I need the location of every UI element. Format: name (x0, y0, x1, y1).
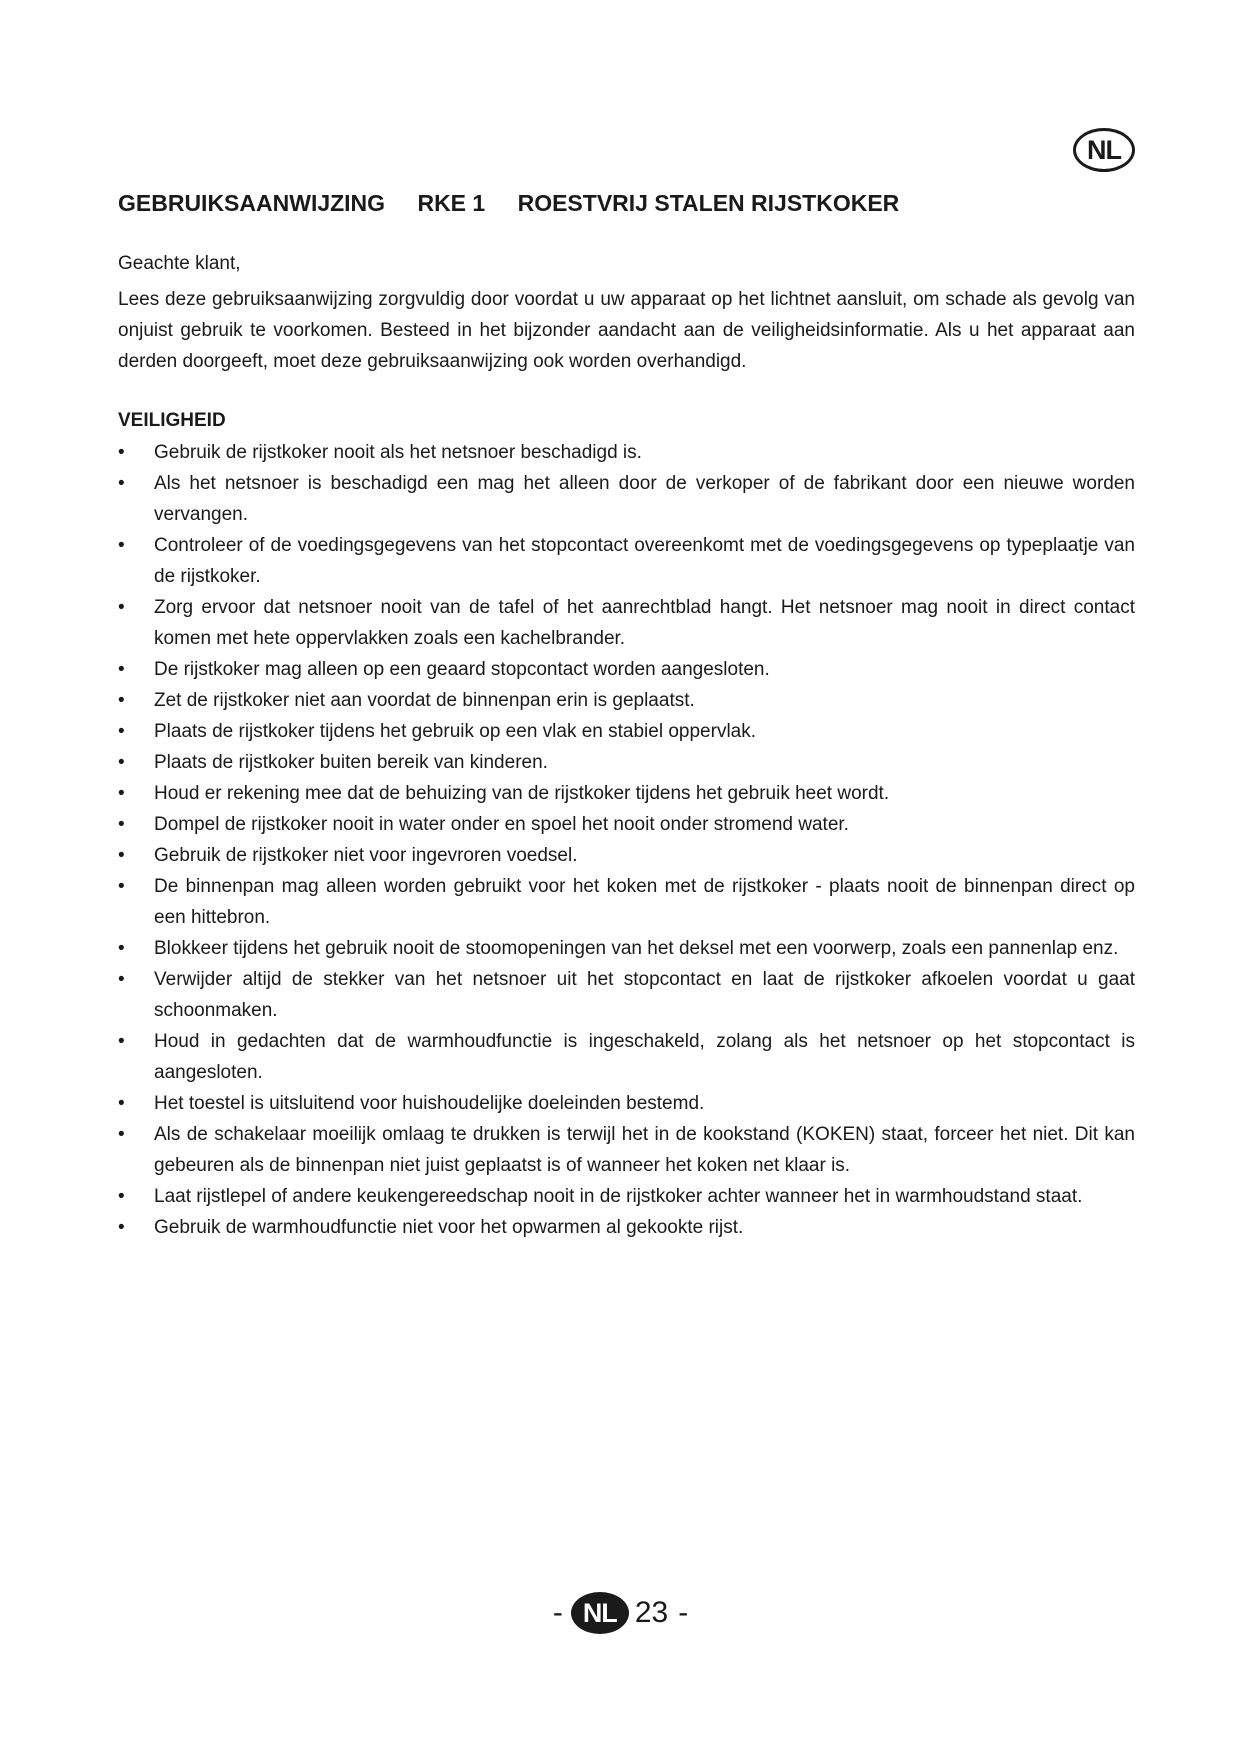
title-model: RKE 1 (417, 190, 486, 216)
bullet-icon: • (118, 1093, 125, 1114)
bullet-icon: • (118, 876, 125, 897)
bullet-icon: • (118, 1217, 125, 1238)
list-item (118, 964, 1135, 1026)
bullet-icon: • (118, 442, 125, 463)
bullet-icon: • (118, 535, 125, 556)
list-item-text: Gebruik de warmhoudfunctie niet voor het opwarmen al gekookte rijst. (154, 1217, 744, 1238)
list-item-text: Als de schakelaar moeilijk omlaag te drukken is terwijl het in de kookstand (KOKEN) staat, forceer het niet. Dit kan gebeuren als de binnenpan niet juist geplaatst is of wanneer het koken net klaar is. (154, 1124, 1135, 1176)
list-item-text: De rijstkoker mag alleen op een geaard stopcontact worden aangesloten. (154, 659, 770, 680)
list-item-text: Gebruik de rijstkoker niet voor ingevroren voedsel. (154, 845, 578, 866)
list-item (118, 747, 1135, 778)
intro-paragraph: Lees deze gebruiksaanwijzing zorgvuldig door voordat u uw apparaat op het lichtnet aansluit, om schade als gevolg van onjuist gebruik te voorkomen. Besteed in het bijzonder aandacht aan de veiligheidsinformatie. Als u het apparaat aan derden doorgeeft, moet deze gebruiksaanwijzing ook worden overhandigd. (118, 289, 1135, 372)
list-item (118, 685, 1135, 716)
page-title (118, 190, 899, 217)
bullet-icon: • (118, 938, 125, 959)
list-item-text: Plaats de rijstkoker tijdens het gebruik op een vlak en stabiel oppervlak. (154, 721, 757, 742)
list-item-text: Zorg ervoor dat netsnoer nooit van de tafel of het aanrechtblad hangt. Het netsnoer mag nooit in direct contact komen met hete oppervlakken zoals een kachelbrander. (154, 597, 1135, 649)
list-item (118, 933, 1135, 964)
list-item (118, 1212, 1135, 1243)
list-item (118, 1181, 1135, 1212)
list-item-text: Verwijder altijd de stekker van het netsnoer uit het stopcontact en laat de rijstkoker afkoelen voordat u gaat schoonmaken. (154, 969, 1135, 1021)
list-item (118, 530, 1135, 592)
footer-dash-right: - (678, 1596, 689, 1629)
footer-language-badge: NL (571, 1592, 629, 1634)
bullet-icon: • (118, 597, 125, 618)
bullet-icon: • (118, 1031, 125, 1052)
page-footer (0, 1592, 1241, 1634)
list-item (118, 840, 1135, 871)
list-item (118, 1088, 1135, 1119)
list-item-text: Gebruik de rijstkoker nooit als het netsnoer beschadigd is. (154, 442, 642, 463)
bullet-icon: • (118, 690, 125, 711)
title-manual: GEBRUIKSAANWIJZING (118, 190, 386, 216)
bullet-icon: • (118, 969, 125, 990)
list-item (118, 468, 1135, 530)
list-item (118, 592, 1135, 654)
bullet-icon: • (118, 845, 125, 866)
bullet-icon: • (118, 1186, 125, 1207)
page-number: 23 (634, 1596, 669, 1629)
list-item (118, 871, 1135, 933)
greeting: Geachte klant, (118, 253, 241, 274)
bullet-icon: • (118, 814, 125, 835)
list-item (118, 437, 1135, 468)
list-item (118, 716, 1135, 747)
list-item-text: Controleer of de voedingsgegevens van het stopcontact overeenkomt met de voedingsgegevens op typeplaatje van de rijstkoker. (154, 535, 1135, 587)
safety-heading: VEILIGHEID (118, 410, 226, 431)
list-item-text: Dompel de rijstkoker nooit in water onder en spoel het nooit onder stromend water. (154, 814, 849, 835)
bullet-icon: • (118, 752, 125, 773)
footer-dash-left: - (552, 1596, 563, 1629)
list-item-text: Laat rijstlepel of andere keukengereedschap nooit in de rijstkoker achter wanneer het in warmhoudstand staat. (154, 1186, 1083, 1207)
bullet-icon: • (118, 1124, 125, 1145)
bullet-icon: • (118, 783, 125, 804)
language-badge: NL (1073, 128, 1135, 172)
list-item (118, 778, 1135, 809)
safety-list (118, 437, 1135, 1243)
list-item-text: Houd er rekening mee dat de behuizing van de rijstkoker tijdens het gebruik heet wordt. (154, 783, 890, 804)
list-item-text: Plaats de rijstkoker buiten bereik van kinderen. (154, 752, 548, 773)
list-item (118, 809, 1135, 840)
bullet-icon: • (118, 721, 125, 742)
list-item-text: De binnenpan mag alleen worden gebruikt voor het koken met de rijstkoker - plaats nooit de binnenpan direct op een hittebron. (154, 876, 1135, 928)
list-item-text: Het toestel is uitsluitend voor huishoudelijke doeleinden bestemd. (154, 1093, 705, 1114)
list-item-text: Houd in gedachten dat de warmhoudfunctie is ingeschakeld, zolang als het netsnoer op het stopcontact is aangesloten. (154, 1031, 1135, 1083)
list-item (118, 654, 1135, 685)
title-product: ROESTVRIJ STALEN RIJSTKOKER (517, 190, 900, 216)
bullet-icon: • (118, 659, 125, 680)
list-item (118, 1026, 1135, 1088)
list-item (118, 1119, 1135, 1181)
bullet-icon: • (118, 473, 125, 494)
list-item-text: Blokkeer tijdens het gebruik nooit de stoomopeningen van het deksel met een voorwerp, zoals een pannenlap enz. (154, 938, 1119, 959)
list-item-text: Als het netsnoer is beschadigd een mag het alleen door de verkoper of de fabrikant door een nieuwe worden vervangen. (154, 473, 1135, 525)
list-item-text: Zet de rijstkoker niet aan voordat de binnenpan erin is geplaatst. (154, 690, 695, 711)
